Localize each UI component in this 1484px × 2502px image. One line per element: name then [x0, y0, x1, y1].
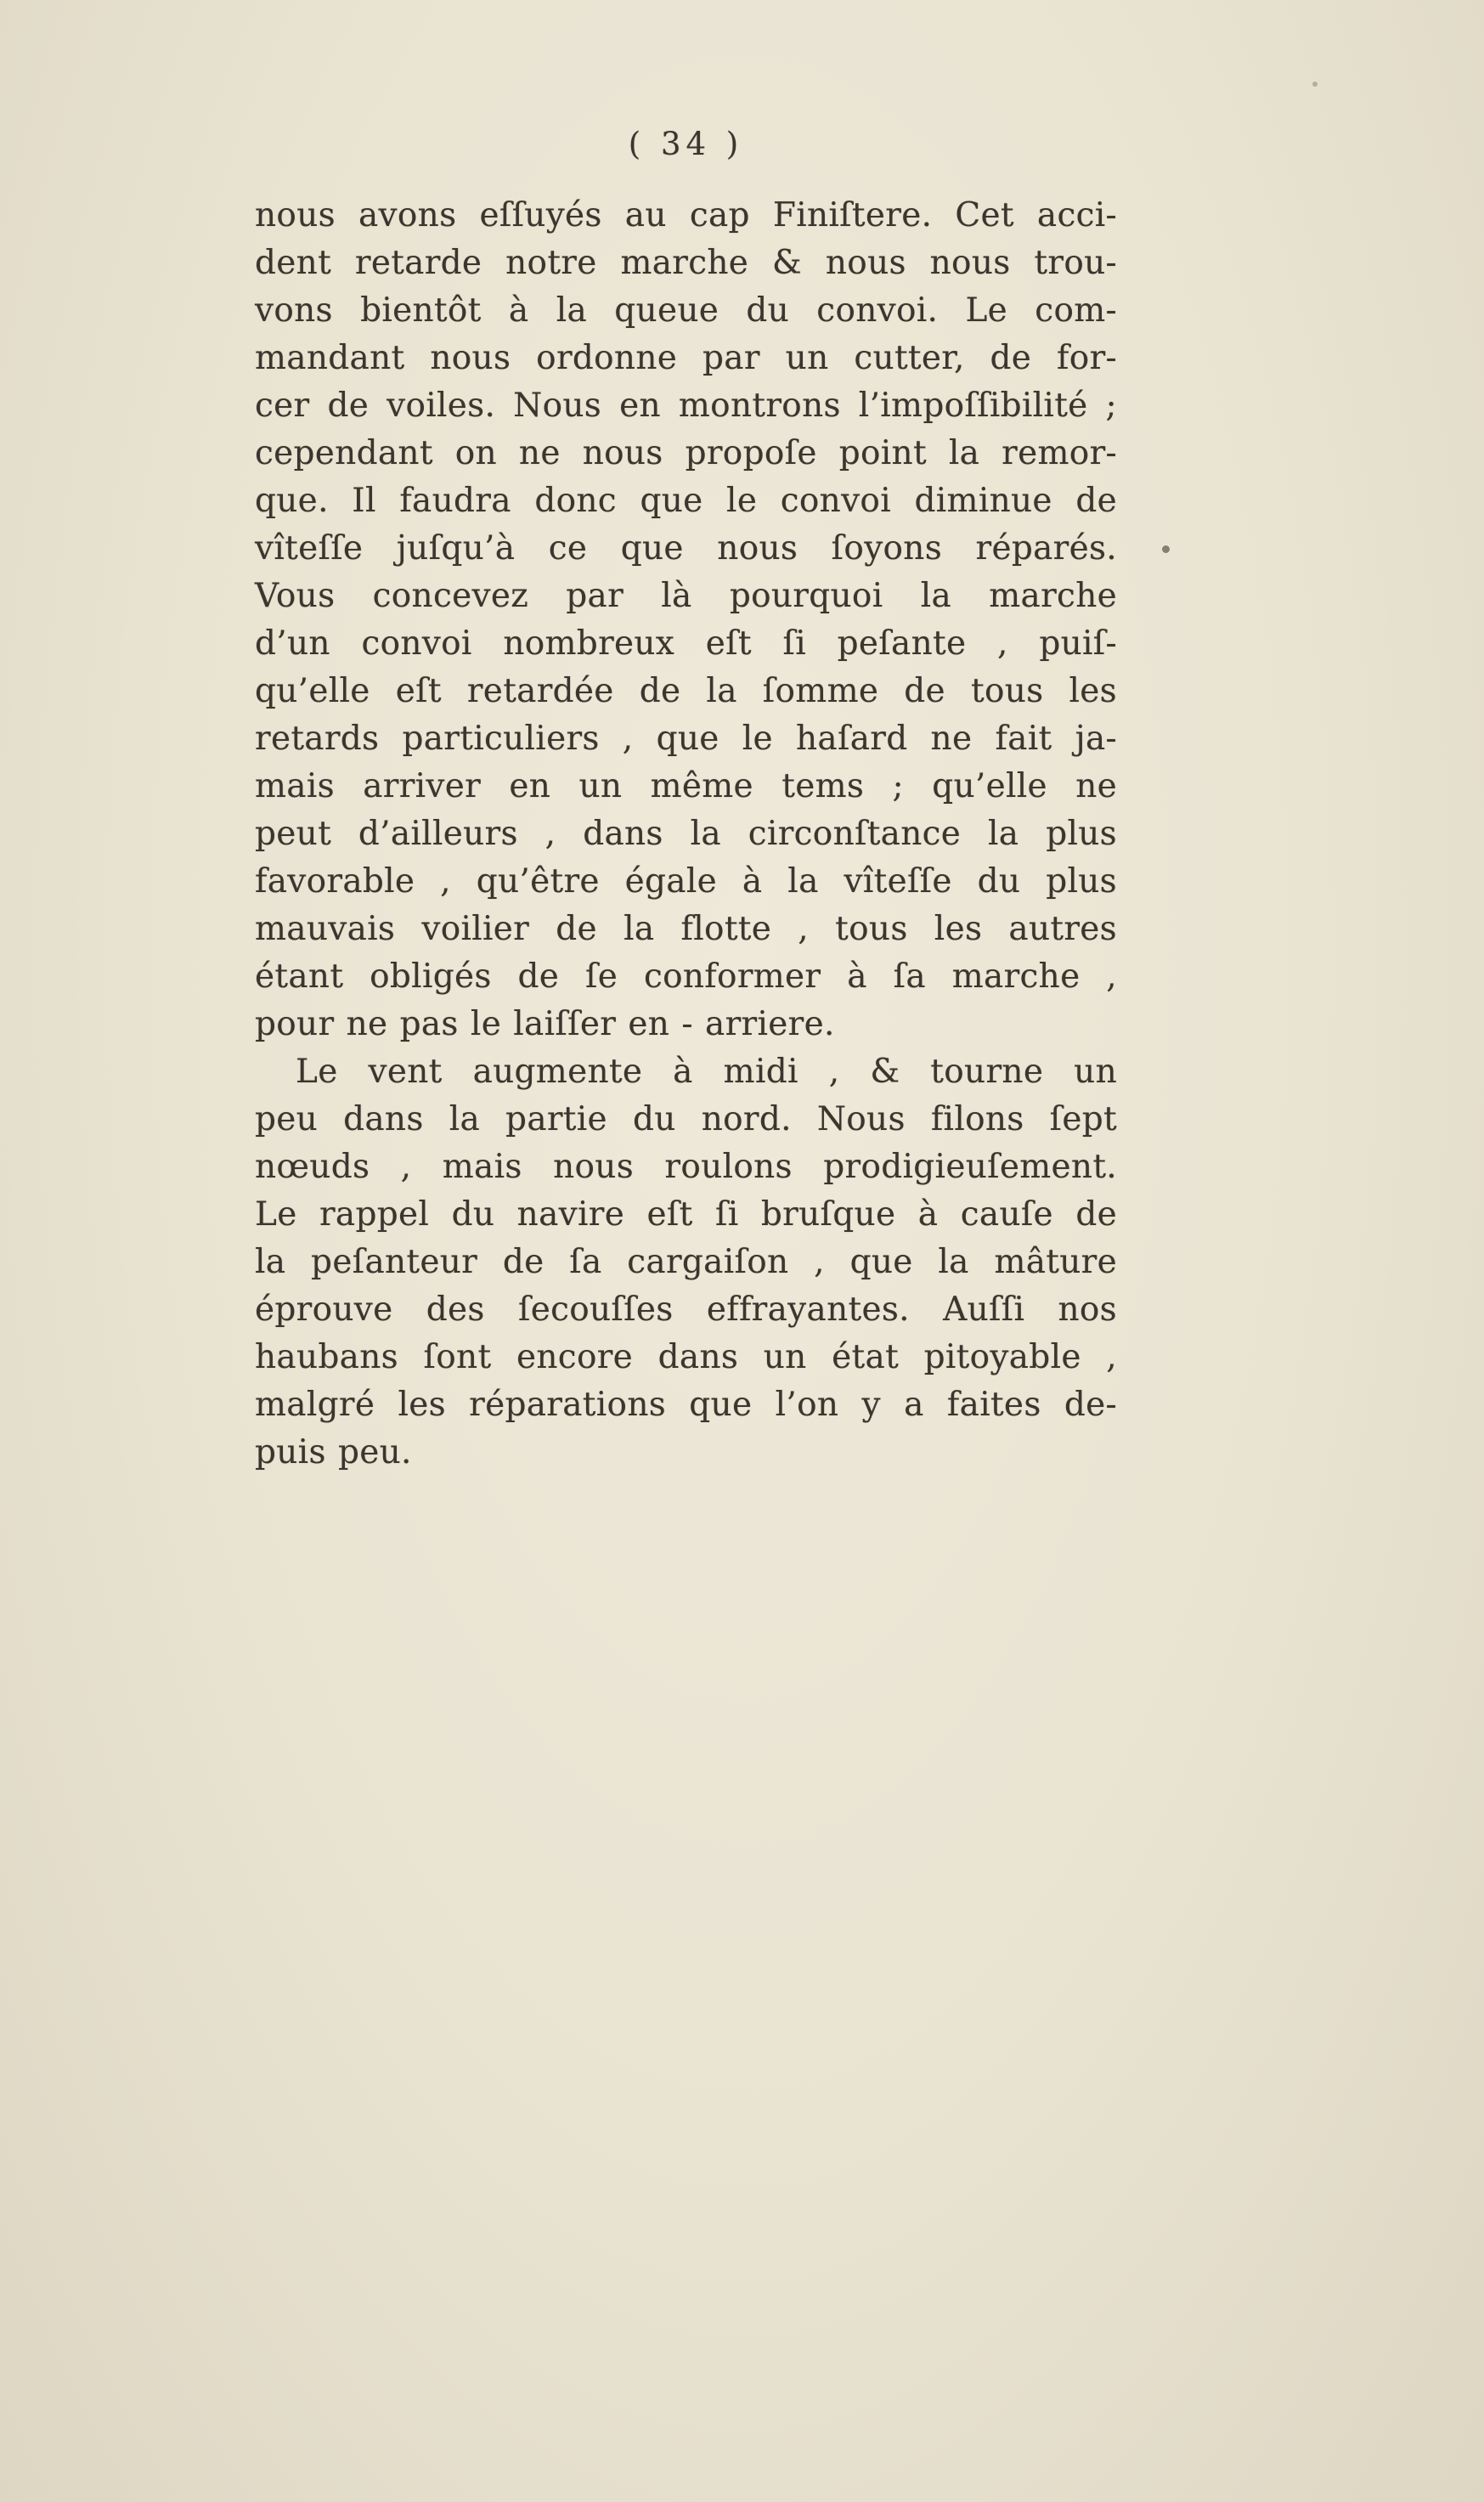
text-line: Le vent augmente à midi , & tourne un — [296, 1053, 1117, 1091]
text-line: mandant nous ordonne par un cutter, de for- — [255, 339, 1117, 377]
scan-speck — [1162, 545, 1170, 553]
text-line: éprouve des ſecouſſes effrayantes. Auſſi nos — [255, 1291, 1117, 1329]
text-line: cependant on ne nous propoſe point la remor- — [255, 434, 1117, 472]
text-line: dent retarde notre marche & nous nous trou- — [255, 244, 1117, 282]
text-line: qu’elle eſt retardée de la ſomme de tous les — [255, 672, 1117, 710]
text-line: d’un convoi nombreux eſt ſi peſante , puiſ- — [255, 624, 1117, 663]
text-line: pour ne pas le laiſſer en - arriere. — [255, 1005, 835, 1043]
scan-speck — [1312, 82, 1318, 87]
page-number: ( 34 ) — [628, 126, 744, 162]
text-line: nous avons eſſuyés au cap Finiſtere. Cet acci- — [255, 196, 1117, 234]
text-line: malgré les réparations que l’on y a faites de- — [255, 1386, 1117, 1424]
text-line: vîteſſe juſqu’à ce que nous ſoyons réparés. — [255, 529, 1117, 568]
text-line: nœuds , mais nous roulons prodigieuſement. — [255, 1148, 1117, 1186]
text-line: mais arriver en un même tems ; qu’elle ne — [255, 767, 1117, 805]
page-text — [255, 192, 1117, 1477]
text-line: étant obligés de ſe conformer à ſa marche , — [255, 957, 1117, 996]
text-line: favorable , qu’être égale à la vîteſſe du plus — [255, 862, 1117, 901]
text-line: vons bientôt à la queue du convoi. Le com- — [255, 291, 1117, 330]
text-line: mauvais voilier de la flotte , tous les autres — [255, 910, 1117, 948]
text-line: cer de voiles. Nous en montrons l’impoſſibilité ; — [255, 387, 1117, 425]
text-line: Vous concevez par là pourquoi la marche — [255, 577, 1117, 615]
text-line: Le rappel du navire eſt ſi bruſque à cauſe de — [255, 1195, 1117, 1234]
text-line: peu dans la partie du nord. Nous filons ſept — [255, 1100, 1117, 1138]
text-line: la peſanteur de ſa cargaiſon , que la mâture — [255, 1243, 1117, 1281]
text-line: que. Il faudra donc que le convoi diminue de — [255, 482, 1117, 520]
text-line: retards particuliers , que le haſard ne fait ja- — [255, 720, 1117, 758]
text-line: haubans ſont encore dans un état pitoyable , — [255, 1338, 1117, 1376]
text-line: peut d’ailleurs , dans la circonſtance la plus — [255, 815, 1117, 853]
text-line: puis peu. — [255, 1433, 412, 1471]
